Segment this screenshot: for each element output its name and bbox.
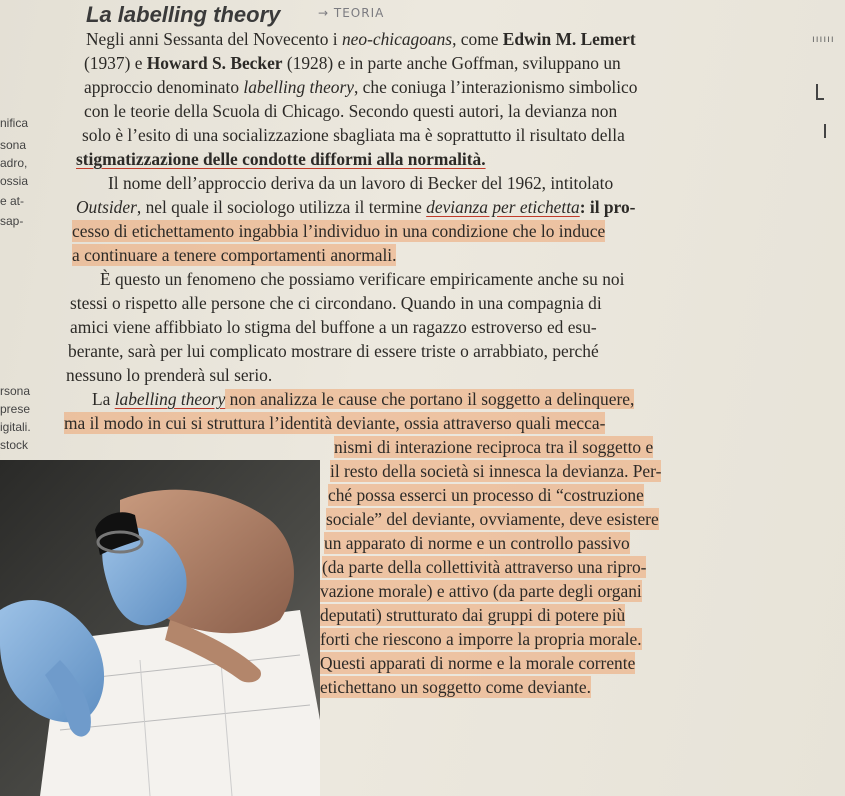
margin-note: e at- xyxy=(0,194,25,208)
text-line: approccio denominato labelling theory, che coniuga l’interazionismo simbolico xyxy=(84,77,638,97)
text-line-highlighted: vazione morale) e attivo (da parte degli organi xyxy=(320,581,642,601)
text-line-highlighted: Questi apparati di norme e la morale corrente xyxy=(320,653,636,673)
text-line-highlighted: il resto della società si innesca la devianza. Per- xyxy=(330,461,662,481)
text-line-highlighted: (da parte della collettività attraverso una ripro- xyxy=(322,557,647,577)
margin-note: adro, xyxy=(0,156,28,170)
margin-note: stock xyxy=(0,438,29,452)
text-line-highlighted: deputati) strutturato dai gruppi di potere più xyxy=(320,605,626,625)
margin-note: ossia xyxy=(0,174,29,188)
text-line: con le teorie della Scuola di Chicago. Secondo questi autori, la devianza non xyxy=(84,101,618,121)
margin-note: prese xyxy=(0,402,31,416)
text-line-highlighted: stigmatizzazione delle condotte difformi alla normalità. xyxy=(76,149,486,169)
text-line-highlighted: a continuare a tenere comportamenti anormali. xyxy=(72,245,397,265)
text-line: Outsider, nel quale il sociologo utilizza il termine devianza per etichetta: il pro- xyxy=(76,197,636,217)
text-line-highlighted: cesso di etichettamento ingabbia l’individuo in una condizione che lo induce xyxy=(72,221,606,241)
text-line: berante, sarà per lui complicato mostrare di essere triste o arrabbiato, perché xyxy=(68,341,599,361)
text-line: solo è l’esito di una socializzazione sbagliata ma è soprattutto il risultato della xyxy=(82,125,625,145)
margin-bracket xyxy=(824,124,826,138)
text-line-highlighted: ma il modo in cui si struttura l’identità deviante, ossia attraverso quali mecca- xyxy=(64,413,606,433)
section-title: La labelling theory xyxy=(86,2,281,27)
text-line: amici viene affibbiato lo stigma del buffone a un ragazzo estroverso ed esu- xyxy=(70,317,597,337)
margin-note: nifica xyxy=(0,116,29,130)
text-line: Negli anni Sessanta del Novecento i neo-chicagoans, come Edwin M. Lemert xyxy=(86,29,636,49)
photo-illustration xyxy=(0,460,320,796)
text-line: La labelling theory non analizza le cause che portano il soggetto a delinquere, xyxy=(92,389,635,409)
text-line-highlighted: un apparato di norme e un controllo passivo xyxy=(324,533,630,553)
text-line-highlighted: forti che riescono a imporre la propria morale. xyxy=(320,629,642,649)
margin-note: sona xyxy=(0,138,27,152)
text-line: stessi o rispetto alle persone che ci circondano. Quando in una compagnia di xyxy=(70,293,602,313)
margin-note: rsona xyxy=(0,384,31,398)
fingerprinting-photo xyxy=(0,460,320,796)
text-line-highlighted: etichettano un soggetto come deviante. xyxy=(320,677,591,697)
margin-bracket xyxy=(816,84,824,100)
text-line: (1937) e Howard S. Becker (1928) e in parte anche Goffman, sviluppano un xyxy=(84,53,621,73)
text-line-highlighted: nismi di interazione reciproca tra il soggetto e xyxy=(334,437,654,457)
text-line: È questo un fenomeno che possiamo verificare empiricamente anche su noi xyxy=(100,269,625,289)
corner-marks: ıııııı xyxy=(812,34,835,45)
handwritten-note: → TEORIA xyxy=(318,6,385,20)
text-line: Il nome dell’approccio deriva da un lavoro di Becker del 1962, intitolato xyxy=(108,173,614,193)
margin-note: sap- xyxy=(0,214,24,228)
text-line-highlighted: ché possa esserci un processo di “costruzione xyxy=(328,485,644,505)
margin-note: igitali. xyxy=(0,420,31,434)
text-line: nessuno lo prenderà sul serio. xyxy=(66,365,273,385)
text-line-highlighted: sociale” del deviante, ovviamente, deve esistere xyxy=(326,509,659,529)
